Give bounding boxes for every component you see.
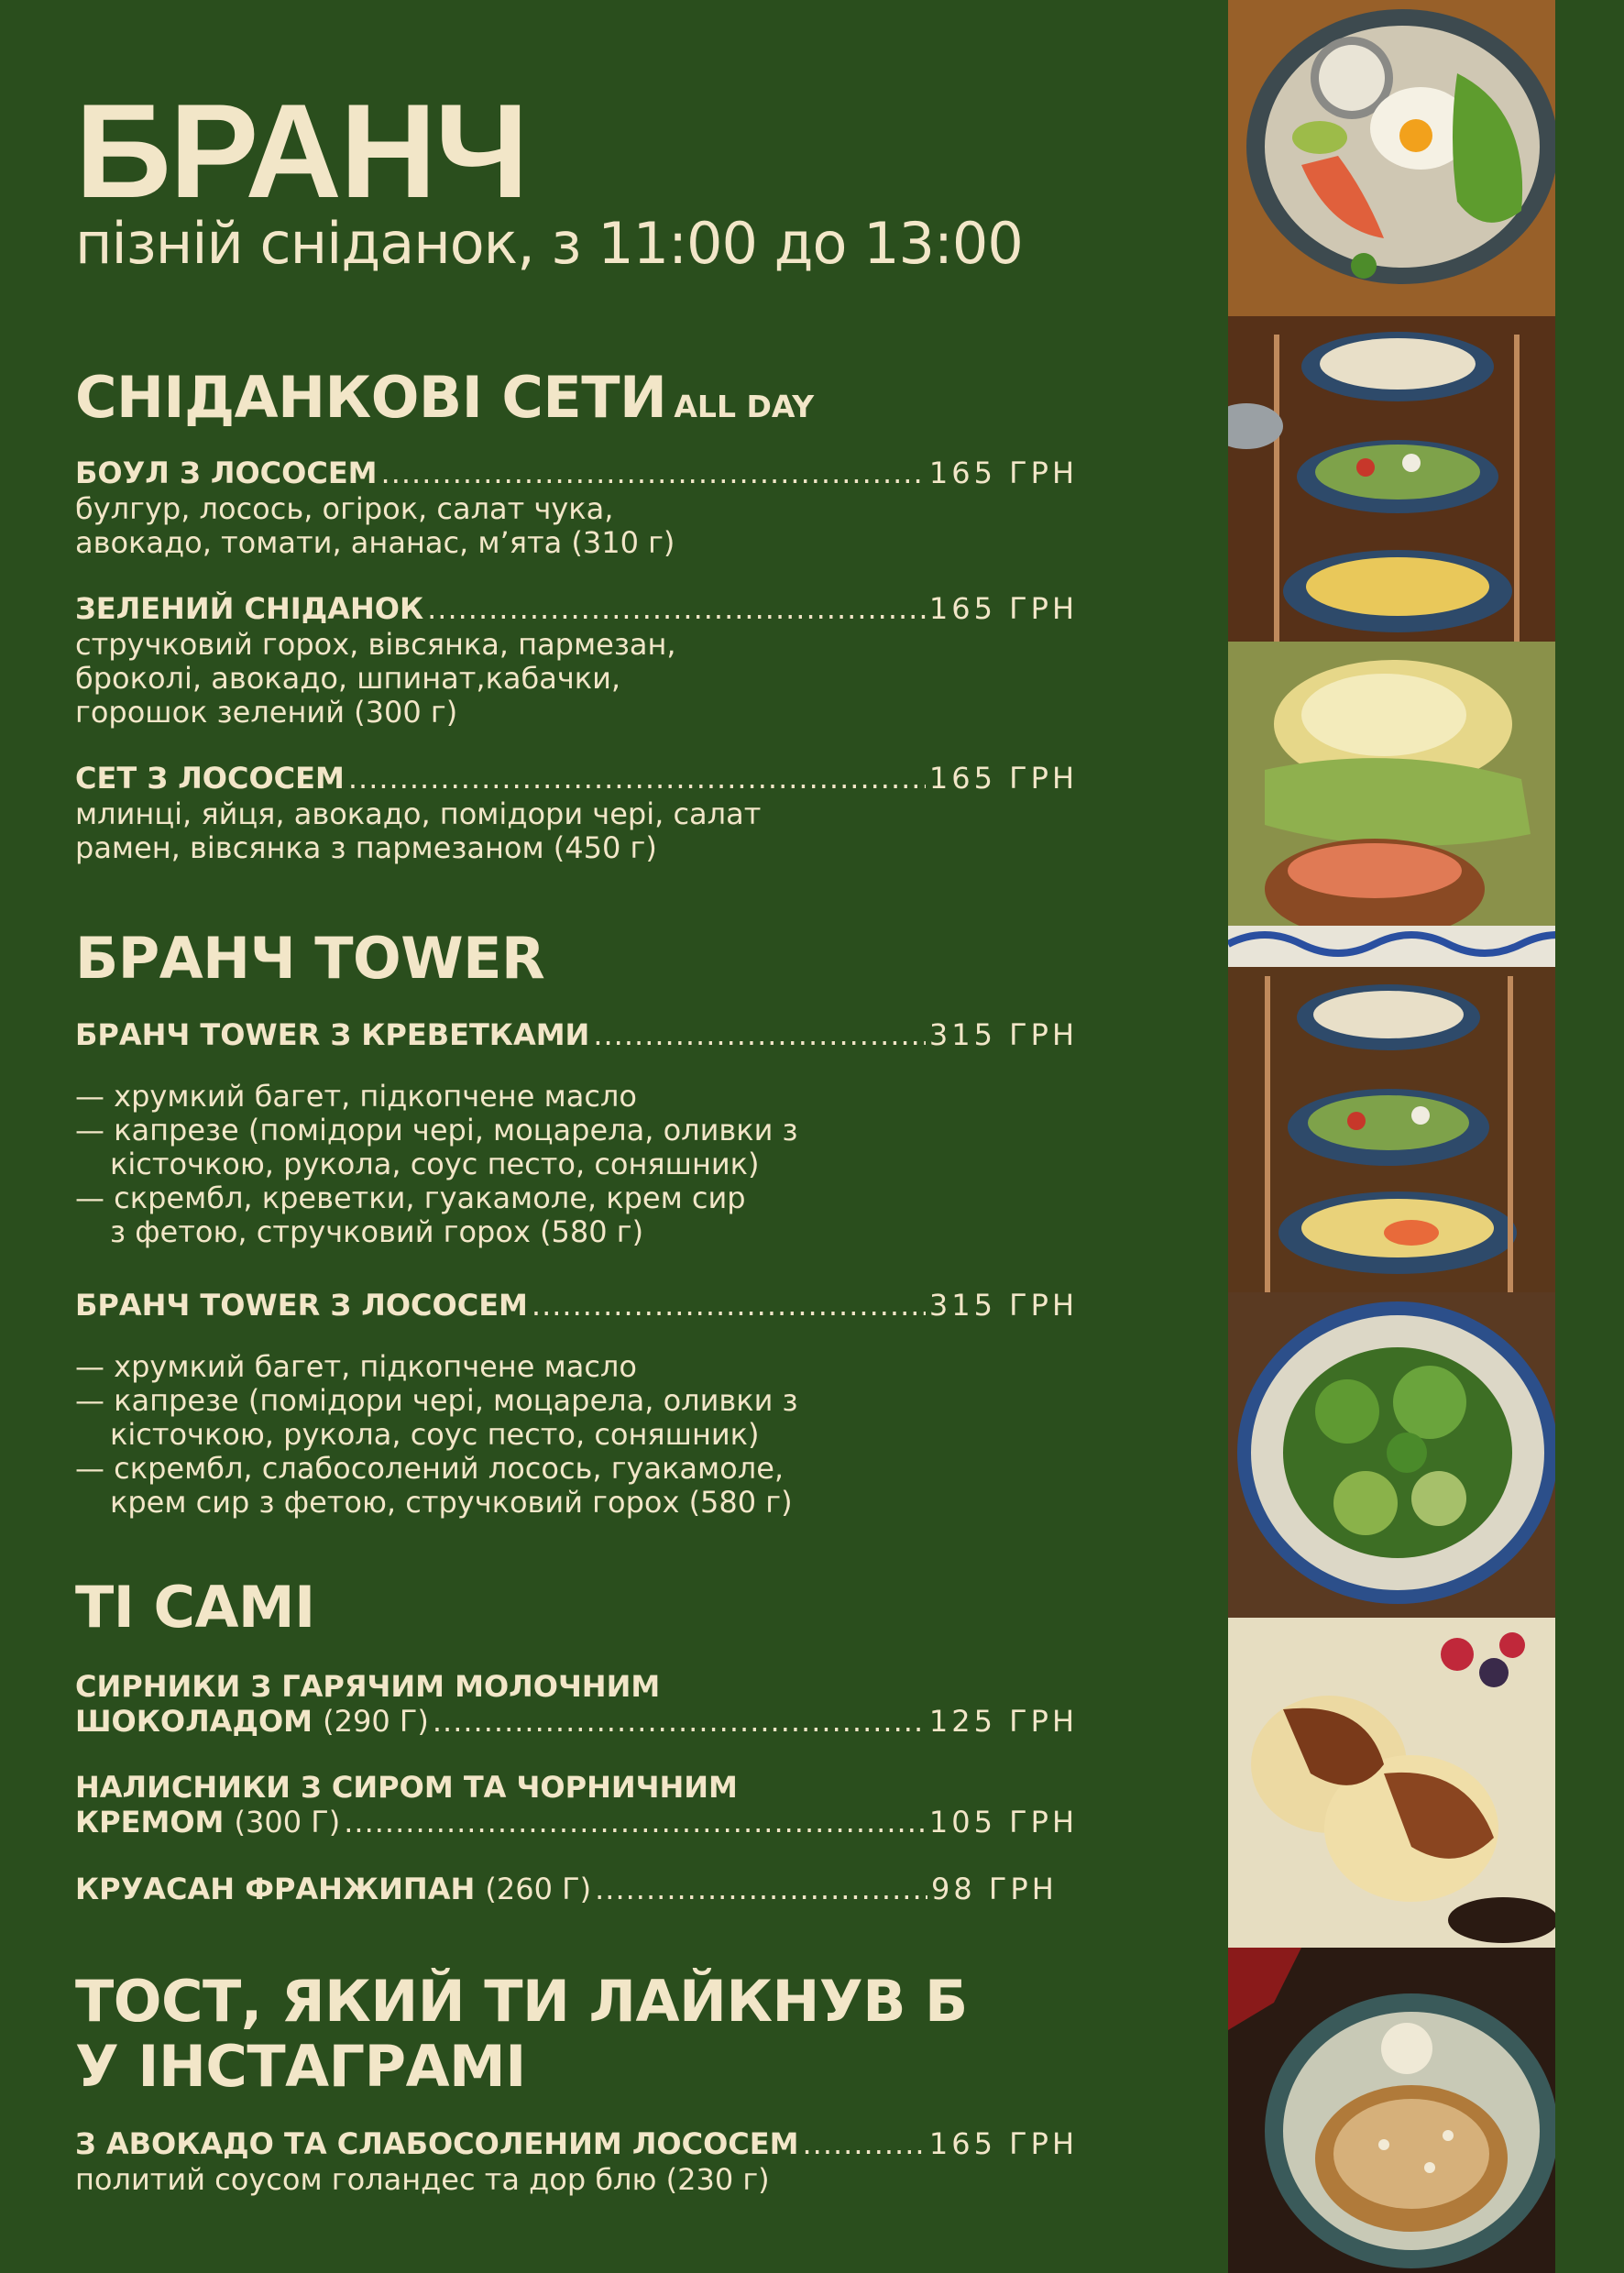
menu-item-green-breakfast — [75, 591, 1078, 730]
desc-line: горошок зелений (300 г) — [75, 695, 458, 730]
menu-item-croissant — [75, 1872, 1074, 1906]
section-heading-note: ALL DAY — [674, 389, 815, 424]
dot-leader — [433, 1704, 926, 1739]
food-photo-syrnyky — [1228, 1618, 1555, 1948]
item-description — [75, 797, 1074, 865]
desc-line: политий соусом голандес та дор блю (230 г) — [75, 2162, 770, 2198]
section-heading-line: ТОСТ, ЯКИЙ ТИ ЛАЙКНУВ Б — [75, 1968, 968, 2035]
item-price: 105 ГРН — [928, 1805, 1078, 1840]
menu-subtitle: пізній сніданок, з 11:00 до 13:00 — [75, 210, 1023, 277]
item-name: ЗЕЛЕНИЙ СНІДАНОК — [75, 591, 424, 626]
item-price: 165 ГРН — [928, 761, 1078, 796]
item-name: НАЛИСНИКИ З СИРОМ ТА ЧОРНИЧНИМ — [75, 1770, 738, 1805]
desc-line: — скрембл, креветки, гуакамоле, крем сир — [75, 1180, 746, 1216]
item-description — [75, 1350, 1074, 1520]
desc-line: авокадо, томати, ананас, м’ята (310 г) — [75, 525, 675, 561]
dot-leader — [595, 1872, 927, 1906]
item-description — [75, 1080, 1074, 1249]
item-weight: (300 Г) — [234, 1805, 341, 1840]
desc-line: млинці, яйця, авокадо, помідори чері, салат — [75, 796, 762, 832]
food-photo-tower-1 — [1228, 316, 1555, 642]
dot-leader — [427, 591, 926, 626]
desc-line: булгур, лосось, огірок, салат чука, — [75, 491, 614, 527]
photo-strip — [1228, 0, 1555, 2273]
section-heading-classics: ТІ САМІ — [75, 1574, 315, 1641]
section-heading-breakfast-sets — [75, 365, 814, 430]
item-description — [75, 492, 1074, 560]
section-heading-toast — [75, 1969, 968, 2100]
item-name: СЕТ З ЛОСОСЕМ — [75, 761, 345, 796]
menu-item-tower-shrimp — [75, 1017, 1078, 1250]
menu-item-syrnyky — [75, 1669, 1078, 1740]
item-name-line2: КРЕМОМ — [75, 1805, 225, 1840]
desc-line: — капрезе (помідори чері, моцарела, оливки з — [75, 1383, 798, 1419]
item-description — [75, 628, 1074, 730]
item-name-line2: ШОКОЛАДОМ — [75, 1704, 313, 1740]
item-price: 98 ГРН — [931, 1872, 1058, 1906]
item-description — [75, 2163, 1074, 2197]
item-price: 315 ГРН — [928, 1288, 1078, 1323]
section-heading-line: У ІНСТАГРАМІ — [75, 2033, 526, 2101]
desc-line: рамен, вівсянка з пармезаном (450 г) — [75, 830, 657, 866]
item-name: БОУЛ З ЛОСОСЕМ — [75, 456, 378, 490]
desc-line: стручковий горох, вівсянка, пармезан, — [75, 627, 676, 663]
dot-leader — [381, 456, 926, 490]
dot-leader — [593, 1017, 926, 1052]
dot-leader — [532, 1288, 926, 1323]
desc-line: броколі, авокадо, шпинат,кабачки, — [75, 661, 621, 697]
section-heading-brunch-tower: БРАНЧ TOWER — [75, 925, 545, 992]
food-photo-croissant — [1228, 1948, 1555, 2273]
menu-item-salmon-set — [75, 761, 1078, 866]
desc-line: — хрумкий багет, підкопчене масло — [75, 1349, 637, 1385]
item-name: БРАНЧ TOWER З ЛОСОСЕМ — [75, 1288, 528, 1323]
dot-leader — [802, 2126, 925, 2161]
item-price: 315 ГРН — [928, 1017, 1078, 1052]
item-weight: (260 Г) — [485, 1872, 592, 1906]
desc-line: з фетою, стручковий горох (580 г) — [110, 1214, 644, 1250]
menu-item-tower-salmon — [75, 1288, 1078, 1521]
menu-item-nalysnyky — [75, 1770, 1078, 1840]
food-photo-salmon-plate — [1228, 0, 1555, 316]
item-price: 165 ГРН — [928, 2126, 1078, 2161]
item-name-cont — [75, 1805, 340, 1839]
item-name — [75, 1872, 591, 1906]
menu-item-salmon-bowl — [75, 456, 1078, 561]
section-heading-text: СНІДАНКОВІ СЕТИ — [75, 364, 667, 431]
desc-line: кісточкою, рукола, соус песто, соняшник) — [110, 1147, 760, 1182]
dot-leader — [348, 761, 926, 796]
item-price: 165 ГРН — [928, 591, 1078, 626]
item-name: СИРНИКИ З ГАРЯЧИМ МОЛОЧНИМ — [75, 1669, 661, 1704]
item-name-text: КРУАСАН ФРАНЖИПАН — [75, 1872, 476, 1906]
desc-line: — хрумкий багет, підкопчене масло — [75, 1079, 637, 1115]
desc-line: — капрезе (помідори чері, моцарела, оливки з — [75, 1113, 798, 1148]
desc-line: — скрембл, слабосолений лосось, гуакамоле, — [75, 1451, 785, 1487]
item-name: БРАНЧ TOWER З КРЕВЕТКАМИ — [75, 1017, 590, 1052]
menu-item-avocado-toast — [75, 2126, 1078, 2198]
desc-line: крем сир з фетою, стручковий горох (580 г) — [110, 1485, 793, 1521]
desc-line: кісточкою, рукола, соус песто, соняшник) — [110, 1417, 760, 1453]
item-name-cont — [75, 1704, 429, 1739]
dot-leader — [344, 1805, 926, 1839]
menu-title: БРАНЧ — [75, 76, 527, 225]
food-photo-benedict — [1228, 642, 1555, 967]
food-photo-green-breakfast — [1228, 1292, 1555, 1618]
item-name: З АВОКАДО ТА СЛАБОСОЛЕНИМ ЛОСОСЕМ — [75, 2126, 799, 2161]
food-photo-tower-2 — [1228, 967, 1555, 1292]
item-weight: (290 Г) — [323, 1704, 429, 1740]
item-price: 165 ГРН — [928, 456, 1078, 490]
item-price: 125 ГРН — [928, 1704, 1078, 1740]
